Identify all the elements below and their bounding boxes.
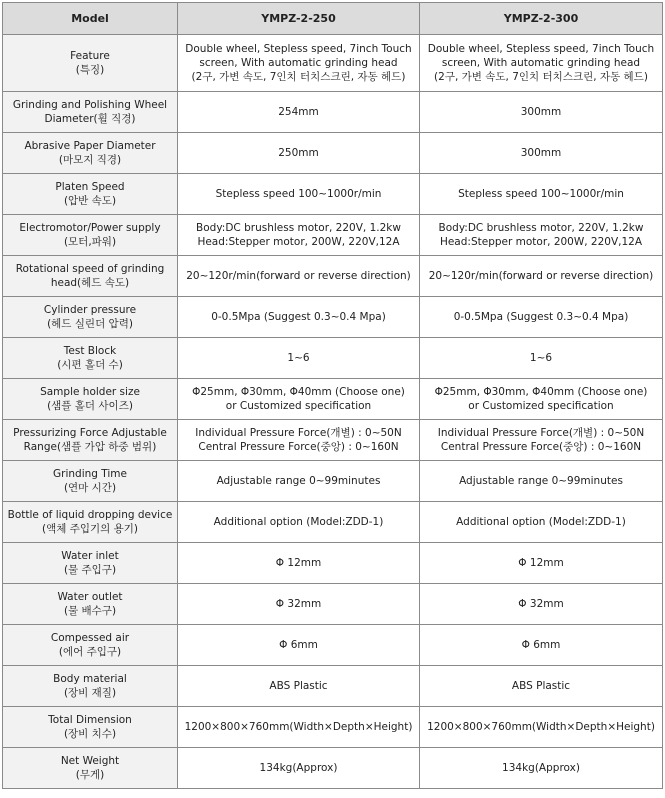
spec-label-line: Pressurizing Force Adjustable [13, 427, 167, 439]
spec-label-line: Rotational speed of grinding [15, 263, 165, 275]
value-col1 [178, 338, 420, 379]
spec-label-line: (무게) [75, 769, 105, 781]
value-col2 [420, 174, 663, 215]
table-row [3, 35, 663, 92]
value-col2-line: Individual Pressure Force(개별) : 0~50N [437, 427, 645, 439]
spec-label-line: (연마 시간) [63, 482, 117, 494]
spec-label-line: (물 주입구) [63, 564, 117, 576]
spec-label-line: Body material [53, 673, 127, 685]
value-col2-line: Adjustable range 0~99minutes [459, 475, 623, 487]
value-col1-line: 134kg(Approx) [259, 762, 338, 774]
value-col1 [178, 666, 420, 707]
value-col1 [178, 256, 420, 297]
value-col1 [178, 461, 420, 502]
value-col1-line: or Customized specification [225, 400, 372, 412]
spec-label-line: (장비 치수) [63, 728, 117, 740]
table-row [3, 748, 663, 789]
value-col1-line: 1200×800×760mm(Width×Depth×Height) [184, 721, 413, 733]
value-col2 [420, 625, 663, 666]
value-col1 [178, 420, 420, 461]
value-col2 [420, 543, 663, 584]
spec-label-line: (시편 홀더 수) [57, 359, 123, 371]
table-row [3, 584, 663, 625]
table-row [3, 502, 663, 543]
value-col2-line: 300mm [520, 106, 562, 118]
value-col1 [178, 35, 420, 92]
value-col2 [420, 35, 663, 92]
value-col2-line: or Customized specification [468, 400, 614, 412]
value-col2 [420, 502, 663, 543]
value-col1-line: Double wheel, Stepless speed, 7inch Touch screen, With automatic grinding head [185, 43, 412, 69]
table-row [3, 379, 663, 420]
value-col1 [178, 748, 420, 789]
spec-label-line: Abrasive Paper Diameter [24, 140, 156, 152]
value-col2-line: 134kg(Approx) [502, 762, 580, 774]
value-col1 [178, 543, 420, 584]
spec-label [3, 584, 178, 625]
value-col2-line: Body:DC brushless motor, 220V, 1.2kw [438, 222, 644, 234]
value-col1 [178, 502, 420, 543]
value-col1-line: Additional option (Model:ZDD-1) [213, 516, 384, 528]
value-col1-line: Adjustable range 0~99minutes [216, 475, 381, 487]
spec-label-line: (장비 재질) [63, 687, 117, 699]
spec-label-line: (액체 주입기의 용기) [41, 523, 138, 535]
value-col1 [178, 297, 420, 338]
value-col1-line: Individual Pressure Force(개별) : 0~50N [195, 427, 402, 439]
spec-label [3, 133, 178, 174]
value-col2-line: Double wheel, Stepless speed, 7inch Touch screen, With automatic grinding head [427, 43, 655, 69]
value-col1-line: 250mm [278, 147, 319, 159]
spec-label-line: Diameter(휠 직경) [44, 113, 136, 125]
value-col2 [420, 584, 663, 625]
value-col1 [178, 584, 420, 625]
spec-label [3, 92, 178, 133]
value-col1-line: Φ25mm, Φ30mm, Φ40mm (Choose one) [192, 386, 405, 398]
spec-label-line: Platen Speed [55, 181, 125, 193]
value-col1-line: 20~120r/min(forward or reverse direction) [186, 270, 411, 282]
table-row [3, 625, 663, 666]
spec-label-line: Water inlet [61, 550, 119, 562]
spec-label [3, 420, 178, 461]
spec-label [3, 215, 178, 256]
header-col1: YMPZ-2-250 [178, 3, 420, 35]
value-col2-line: Head:Stepper motor, 200W, 220V,12A [439, 236, 643, 248]
spec-label-line: Test Block [63, 345, 117, 357]
value-col2 [420, 215, 663, 256]
value-col1-line: 254mm [278, 106, 319, 118]
spec-label [3, 666, 178, 707]
value-col2-line: Additional option (Model:ZDD-1) [456, 516, 626, 528]
table-row [3, 297, 663, 338]
table-row [3, 707, 663, 748]
spec-label [3, 379, 178, 420]
value-col1-line: Φ 12mm [275, 557, 322, 569]
spec-label [3, 748, 178, 789]
table-row [3, 666, 663, 707]
value-col2 [420, 707, 663, 748]
spec-label [3, 502, 178, 543]
value-col2-line: Stepless speed 100~1000r/min [458, 188, 624, 200]
value-col2 [420, 256, 663, 297]
spec-table [2, 2, 663, 789]
spec-label-line: (헤드 실린더 압력) [47, 318, 133, 330]
value-col1 [178, 92, 420, 133]
table-row [3, 215, 663, 256]
value-col2-line: Central Pressure Force(중앙) : 0~160N [440, 441, 642, 453]
spec-label [3, 297, 178, 338]
table-row [3, 461, 663, 502]
spec-label-line: Bottle of liquid dropping device [7, 509, 173, 521]
spec-label-line: (샘플 홀더 사이즈) [47, 400, 133, 412]
table-row [3, 420, 663, 461]
spec-label-line: head(헤드 속도) [50, 277, 130, 289]
value-col2-line: 0-0.5Mpa (Suggest 0.3~0.4 Mpa) [453, 311, 629, 323]
spec-label-line: (물 배수구) [63, 605, 117, 617]
value-col2 [420, 666, 663, 707]
spec-body [3, 35, 663, 789]
value-col1 [178, 215, 420, 256]
value-col2 [420, 297, 663, 338]
spec-label [3, 174, 178, 215]
spec-label-line: (모터,파워) [63, 236, 117, 248]
spec-label-line: (마모지 직경) [58, 154, 122, 166]
spec-label [3, 256, 178, 297]
value-col1-line: Stepless speed 100~1000r/min [215, 188, 382, 200]
spec-label-line: Sample holder size [40, 386, 140, 398]
value-col2-line: 20~120r/min(forward or reverse direction) [428, 270, 654, 282]
value-col2 [420, 461, 663, 502]
spec-label-line: Cylinder pressure [43, 304, 137, 316]
spec-label-line: Range(샘플 가압 하중 범위) [23, 441, 157, 453]
value-col2 [420, 379, 663, 420]
spec-label-line: (특징) [75, 64, 105, 76]
spec-label-line: Net Weight [60, 755, 120, 767]
value-col2-line: (2구, 가변 속도, 7인치 터치스크린, 자동 헤드) [434, 71, 648, 83]
spec-label [3, 625, 178, 666]
value-col2-line: Φ 12mm [518, 557, 564, 569]
spec-label-line: (압반 속도) [63, 195, 117, 207]
value-col2-line: 1~6 [529, 352, 553, 364]
table-row [3, 256, 663, 297]
value-col2-line: ABS Plastic [511, 680, 571, 692]
value-col1-line: Head:Stepper motor, 200W, 220V,12A [197, 236, 400, 248]
value-col2-line: 1200×800×760mm(Width×Depth×Height) [427, 721, 655, 733]
value-col1-line: Body:DC brushless motor, 220V, 1.2kw [196, 222, 401, 234]
value-col1-line: Φ 32mm [275, 598, 322, 610]
spec-label [3, 461, 178, 502]
header-model: Model [3, 3, 178, 35]
value-col1-line: 1~6 [287, 352, 310, 364]
spec-label-line: Grinding Time [53, 468, 127, 480]
spec-label-line: (에어 주입구) [58, 646, 122, 658]
value-col2 [420, 420, 663, 461]
table-row [3, 133, 663, 174]
value-col1 [178, 174, 420, 215]
value-col1-line: Φ 6mm [279, 639, 318, 651]
value-col2 [420, 338, 663, 379]
value-col1 [178, 379, 420, 420]
spec-label-line: Compessed air [50, 632, 130, 644]
header-row [3, 3, 663, 35]
value-col1-line: (2구, 가변 속도, 7인치 터치스크린, 자동 헤드) [191, 71, 406, 83]
spec-label-line: Electromotor/Power supply [19, 222, 161, 234]
value-col1 [178, 707, 420, 748]
value-col2-line: Φ25mm, Φ30mm, Φ40mm (Choose one) [434, 386, 648, 398]
value-col2 [420, 748, 663, 789]
spec-label [3, 338, 178, 379]
value-col1-line: ABS Plastic [269, 680, 328, 692]
spec-label [3, 543, 178, 584]
table-row [3, 174, 663, 215]
value-col1 [178, 625, 420, 666]
spec-label-line: Total Dimension [48, 714, 132, 726]
value-col1-line: Central Pressure Force(중앙) : 0~160N [198, 441, 399, 453]
table-row [3, 543, 663, 584]
spec-label-line: Grinding and Polishing Wheel [12, 99, 168, 111]
value-col2 [420, 92, 663, 133]
spec-label [3, 35, 178, 92]
spec-label-line: Feature [70, 50, 110, 62]
value-col2-line: 300mm [520, 147, 562, 159]
spec-label-line: Water outlet [57, 591, 123, 603]
header-col2: YMPZ-2-300 [420, 3, 663, 35]
value-col2-line: Φ 32mm [518, 598, 564, 610]
value-col1 [178, 133, 420, 174]
table-row [3, 338, 663, 379]
value-col2 [420, 133, 663, 174]
spec-label [3, 707, 178, 748]
value-col1-line: 0-0.5Mpa (Suggest 0.3~0.4 Mpa) [211, 311, 386, 323]
table-row [3, 92, 663, 133]
value-col2-line: Φ 6mm [521, 639, 561, 651]
